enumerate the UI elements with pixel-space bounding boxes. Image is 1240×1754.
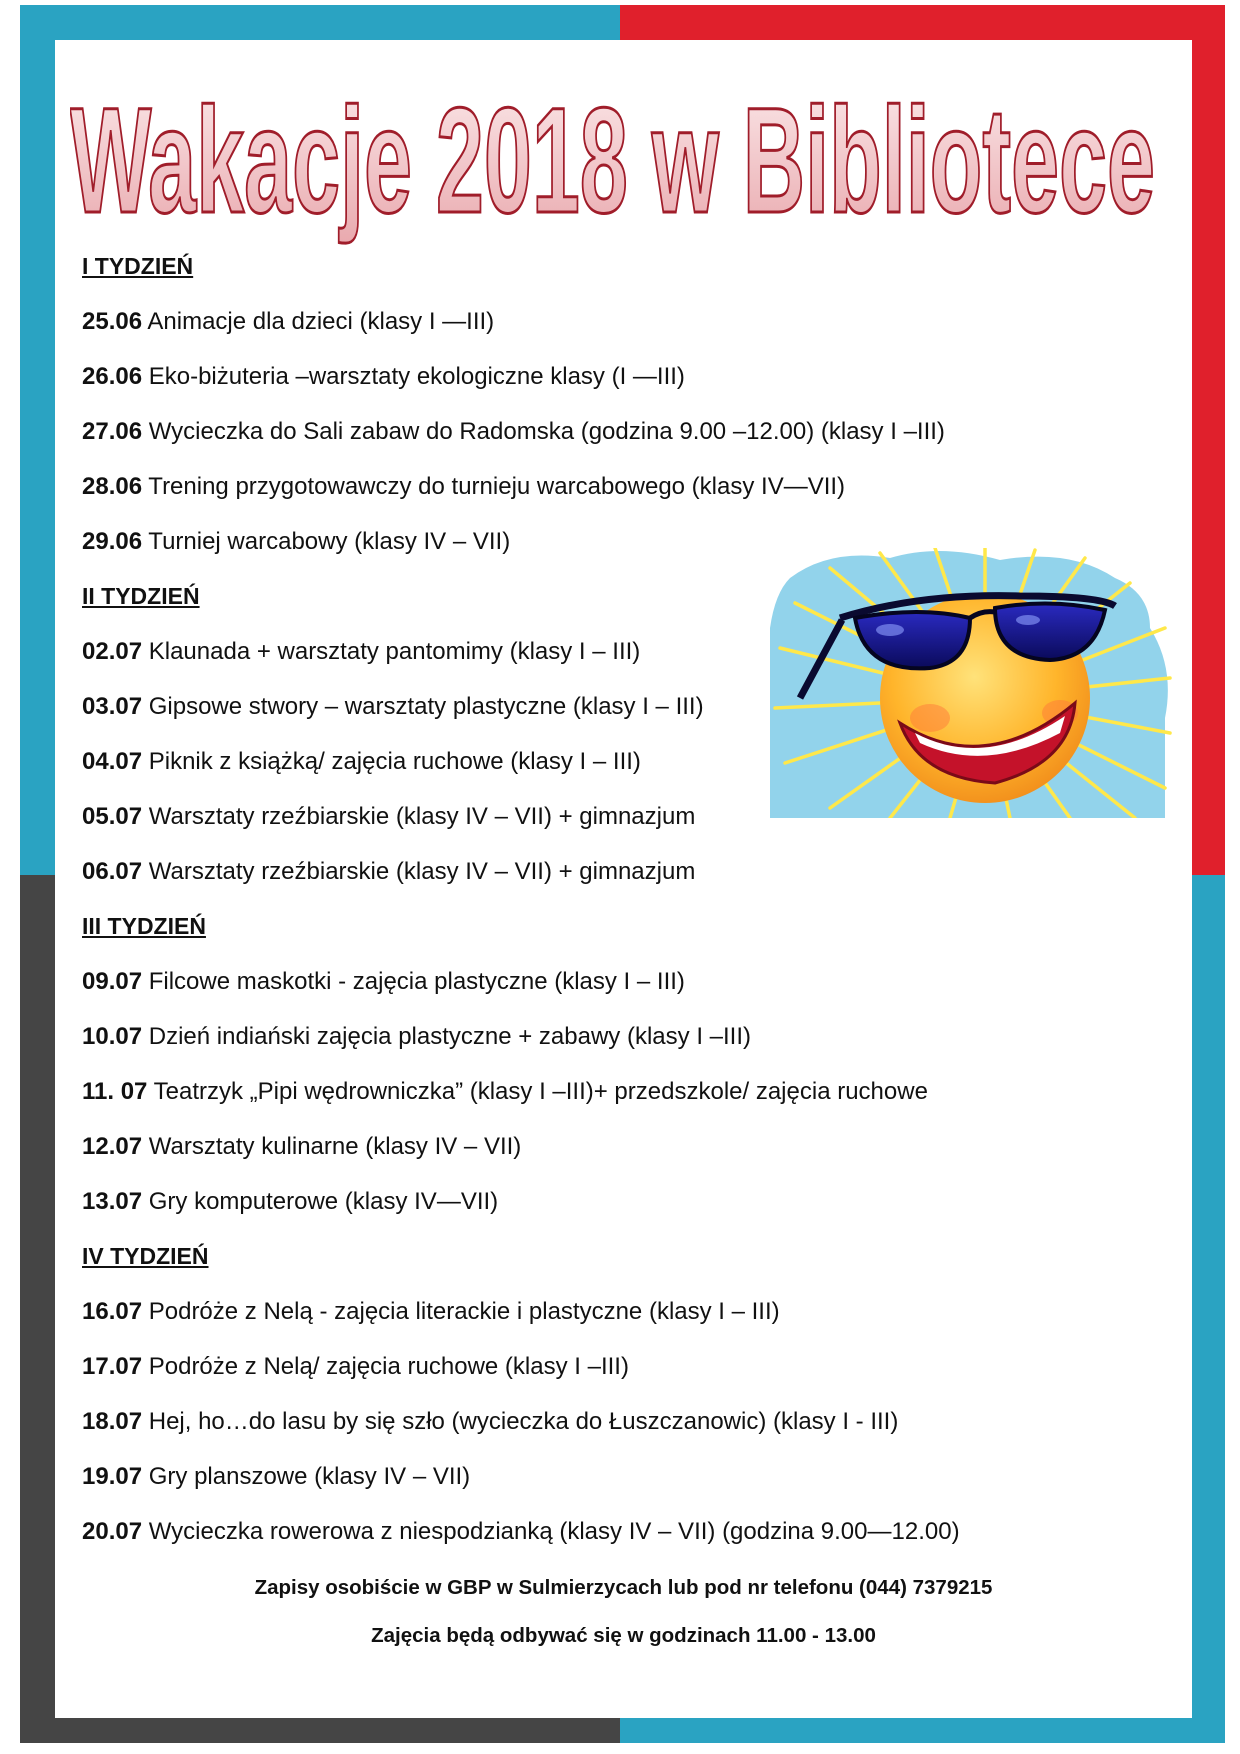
item-text: Wycieczka do Sali zabaw do Radomska (godzina 9.00 –12.00) (klasy I –III) (148, 418, 945, 445)
item-date: 28.06 (82, 473, 143, 500)
item-date: 12.07 (82, 1133, 143, 1160)
item-text: Gipsowe stwory – warsztaty plastyczne (klasy I – III) (148, 693, 704, 720)
item-date: 05.07 (82, 803, 143, 830)
list-item (82, 1289, 1042, 1344)
item-date: 04.07 (82, 748, 143, 775)
list-item (82, 409, 1042, 464)
item-date: 06.07 (82, 858, 143, 885)
list-item (82, 959, 1042, 1014)
item-date: 27.06 (82, 418, 143, 445)
item-text: Warsztaty rzeźbiarskie (klasy IV – VII) + gimnazjum (148, 803, 696, 830)
item-text: Warsztaty rzeźbiarskie (klasy IV – VII) + gimnazjum (148, 858, 696, 885)
frame-band-left-lower (20, 875, 55, 1743)
item-text: Dzień indiański zajęcia plastyczne + zabawy (klasy I –III) (148, 1023, 751, 1050)
item-date: 11. 07 (82, 1078, 148, 1105)
list-item (82, 1454, 1042, 1509)
list-item (82, 1344, 1042, 1399)
frame-band-bottom-right (620, 1718, 1225, 1743)
list-item (82, 464, 1042, 519)
sun-with-sunglasses-icon (770, 548, 1175, 818)
item-text: Warsztaty kulinarne (klasy IV – VII) (148, 1133, 522, 1160)
item-text: Teatrzyk „Pipi wędrowniczka” (klasy I –III)+ przedszkole/ zajęcia ruchowe (153, 1078, 928, 1105)
item-date: 09.07 (82, 968, 143, 995)
item-text: Hej, ho…do lasu by się szło (wycieczka do Łuszczanowic) (klasy I - III) (148, 1408, 899, 1435)
item-text: Filcowe maskotki - zajęcia plastyczne (klasy I – III) (148, 968, 685, 995)
list-item (82, 299, 1042, 354)
item-text: Eko-biżuteria –warsztaty ekologiczne klasy (I —III) (148, 363, 685, 390)
item-text: Podróże z Nelą - zajęcia literackie i plastyczne (klasy I – III) (148, 1298, 780, 1325)
item-date: 26.06 (82, 363, 143, 390)
list-item (82, 354, 1042, 409)
schedule (82, 244, 1042, 1564)
item-text: Turniej warcabowy (klasy IV – VII) (148, 528, 511, 555)
list-item (82, 1069, 1042, 1124)
frame-band-top-right (620, 5, 1225, 40)
list-item (82, 1124, 1042, 1179)
list-item (82, 1179, 1042, 1234)
item-date: 02.07 (82, 638, 143, 665)
item-date: 13.07 (82, 1188, 143, 1215)
item-text: Gry komputerowe (klasy IV—VII) (148, 1188, 499, 1215)
poster-title-text: Wakacje 2018 w Bibliotece (70, 76, 1155, 244)
item-text: Wycieczka rowerowa z niespodzianką (klasy IV – VII) (godzina 9.00—12.00) (148, 1518, 960, 1545)
item-date: 16.07 (82, 1298, 143, 1325)
list-item (82, 1399, 1042, 1454)
frame-band-left-upper (20, 5, 55, 875)
list-item (82, 849, 1042, 904)
item-text: Piknik z książką/ zajęcia ruchowe (klasy I – III) (148, 748, 641, 775)
item-date: 20.07 (82, 1518, 143, 1545)
item-text: Podróże z Nelą/ zajęcia ruchowe (klasy I –III) (148, 1353, 629, 1380)
list-item (82, 1014, 1042, 1069)
week-heading-2: II TYDZIEŃ (82, 583, 200, 609)
frame-band-top-left (20, 5, 620, 40)
item-date: 18.07 (82, 1408, 143, 1435)
poster-title (70, 60, 1170, 250)
item-date: 19.07 (82, 1463, 143, 1490)
item-date: 29.06 (82, 528, 143, 555)
frame-band-right-lower (1192, 875, 1225, 1743)
footer-signup-info: Zapisy osobiście w GBP w Sulmierzycach lub pod nr telefonu (044) 7379215 (254, 1576, 993, 1599)
item-text: Trening przygotowawczy do turnieju warcabowego (klasy IV—VII) (148, 473, 846, 500)
item-date: 25.06 (82, 308, 143, 335)
week-heading-1: I TYDZIEŃ (82, 253, 194, 279)
item-date: 17.07 (82, 1353, 143, 1380)
item-date: 03.07 (82, 693, 143, 720)
list-item (82, 1509, 1042, 1564)
week-heading-4: IV TYDZIEŃ (82, 1243, 209, 1269)
item-text: Gry planszowe (klasy IV – VII) (148, 1463, 471, 1490)
item-text: Animacje dla dzieci (klasy I —III) (147, 308, 495, 335)
week-heading-3: III TYDZIEŃ (82, 913, 206, 939)
item-text: Klaunada + warsztaty pantomimy (klasy I – III) (148, 638, 641, 665)
frame-band-right-upper (1192, 5, 1225, 875)
footer-hours-info: Zajęcia będą odbywać się w godzinach 11.00 - 13.00 (371, 1624, 876, 1647)
item-date: 10.07 (82, 1023, 143, 1050)
frame-band-bottom-left (20, 1718, 620, 1743)
